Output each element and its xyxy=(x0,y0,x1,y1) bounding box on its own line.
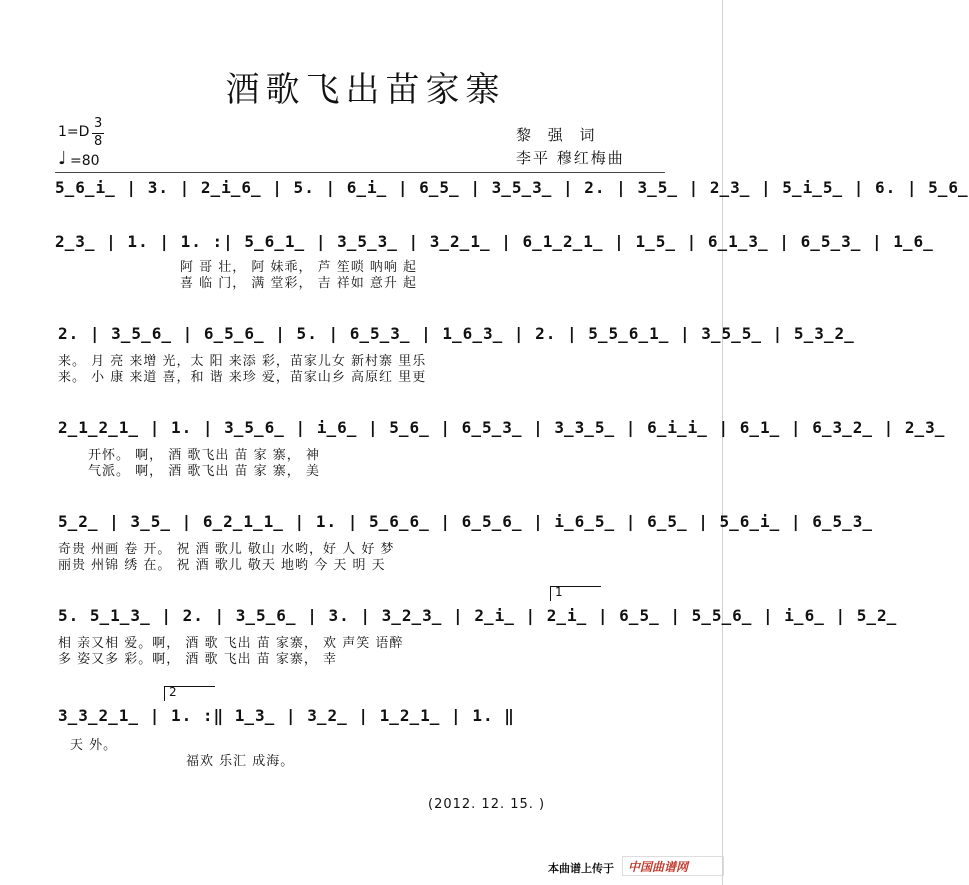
lyrics-line-4b: 气派。 啊， 酒 歌飞出 苗 家 寨， 美 xyxy=(88,464,320,479)
notation-line-3: 2. | 3̲5̲6̲ | 6̲5̲6̲ | 5. | 6̲5̲3̲ | 1̲6̲3̲ | 2. | 5̲5̲6̲1̲ | 3̲5̲5̲ | 5̲3̲2̲ xyxy=(58,324,855,343)
site-logo[interactable]: 中国曲谱网 xyxy=(628,860,689,874)
lyrics-line-2b: 喜 临 门， 满 堂彩， 吉 祥如 意升 起 xyxy=(180,276,418,291)
lyrics-line-2a: 阿 哥 壮， 阿 妹乖， 芦 笙唢 呐响 起 xyxy=(180,260,418,275)
page-border xyxy=(722,0,723,885)
lyrics-line-3a: 来。 月 亮 来增 光，太 阳 来添 彩，苗家儿女 新村寨 里乐 xyxy=(58,354,427,369)
lyrics-line-3b: 来。 小 康 来道 喜，和 谐 来珍 爱，苗家山乡 高原红 里更 xyxy=(58,370,427,385)
key-signature: 1=D xyxy=(58,124,90,140)
song-title: 酒歌飞出苗家寨 xyxy=(225,70,506,110)
lyrics-line-4a: 开怀。 啊， 酒 歌飞出 苗 家 寨， 神 xyxy=(88,448,320,463)
lyrics-line-5b: 丽贵 州锦 绣 在。 祝 酒 歌儿 敬天 地哟 今 天 明 天 xyxy=(58,558,386,573)
notation-line-5: 5̲2̲ | 3̲5̲ | 6̲2̲1̲1̲ | 1. | 5̲6̲6̲ | 6̲5̲6̲ | i̲6̲5̲ | 6̲5̲ | 5̲6̲i̲ | 6̲5̲3̲ xyxy=(58,512,873,531)
notation-line-7: 3̲3̲2̲1̲ | 1. :‖ 1̲3̲ | 3̲2̲ | 1̲2̲1̲ | 1. ‖ xyxy=(58,706,515,725)
second-ending-bracket xyxy=(164,686,215,701)
lyrics-line-7b: 福欢 乐汇 成海。 xyxy=(186,754,295,769)
quarter-note-icon: ♩ xyxy=(58,148,67,169)
notation-line-2: 2̲3̲ | 1. | 1. :| 5̲6̲1̲ | 3̲5̲3̲ | 3̲2̲1̲ | 6̲1̲2̲1̲ | 1̲5̲ | 6̲1̲3̲ | 6̲5̲3̲ | 1̲6̲ xyxy=(55,232,934,251)
time-denominator: 8 xyxy=(94,134,103,149)
staff-line xyxy=(55,172,665,173)
first-ending-number: 1 xyxy=(555,585,563,599)
second-ending-number: 2 xyxy=(169,685,177,699)
lyrics-line-6a: 相 亲又相 爱。啊， 酒 歌 飞出 苗 家寨， 欢 声笑 语醉 xyxy=(58,636,404,651)
notation-line-6: 5. 5̲1̲3̲ | 2. | 3̲5̲6̲ | 3. | 3̲2̲3̲ | 2̲i̲ | 2̲i̲ | 6̲5̲ | 5̲5̲6̲ | i̲6̲ | 5̲2̲ xyxy=(58,606,898,625)
lyrics-line-6b: 多 姿又多 彩。啊， 酒 歌 飞出 苗 家寨， 幸 xyxy=(58,652,338,667)
time-numerator: 3 xyxy=(94,116,103,131)
notation-line-4: 2̲1̲2̲1̲ | 1. | 3̲5̲6̲ | i̲6̲ | 5̲6̲ | 6̲5̲3̲ | 3̲3̲5̲ | 6̲i̲i̲ | 6̲1̲ | 6̲3̲2̲ | 2̲3̲ xyxy=(58,418,946,437)
notation-line-1: 5̲6̲i̲ | 3. | 2̲i̲6̲ | 5. | 6̲i̲ | 6̲5̲ | 3̲5̲3̲ | 2. | 3̲5̲ | 2̲3̲ | 5̲i̲5̲ | 6. | 5̲6̲ xyxy=(55,178,969,197)
upload-note: 本曲谱上传于 xyxy=(548,862,614,875)
composer-credit: 李平 穆红梅曲 xyxy=(516,149,625,167)
tempo: =80 xyxy=(70,153,100,169)
lyrics-line-5a: 奇贵 州画 卷 开。 祝 酒 歌儿 敬山 水哟，好 人 好 梦 xyxy=(58,542,395,557)
composition-date: (2012. 12. 15. ) xyxy=(428,797,546,812)
lyricist-credit: 黎 强 词 xyxy=(516,126,601,144)
lyrics-line-7a: 天 外。 xyxy=(70,738,118,753)
first-ending-bracket xyxy=(550,586,601,601)
